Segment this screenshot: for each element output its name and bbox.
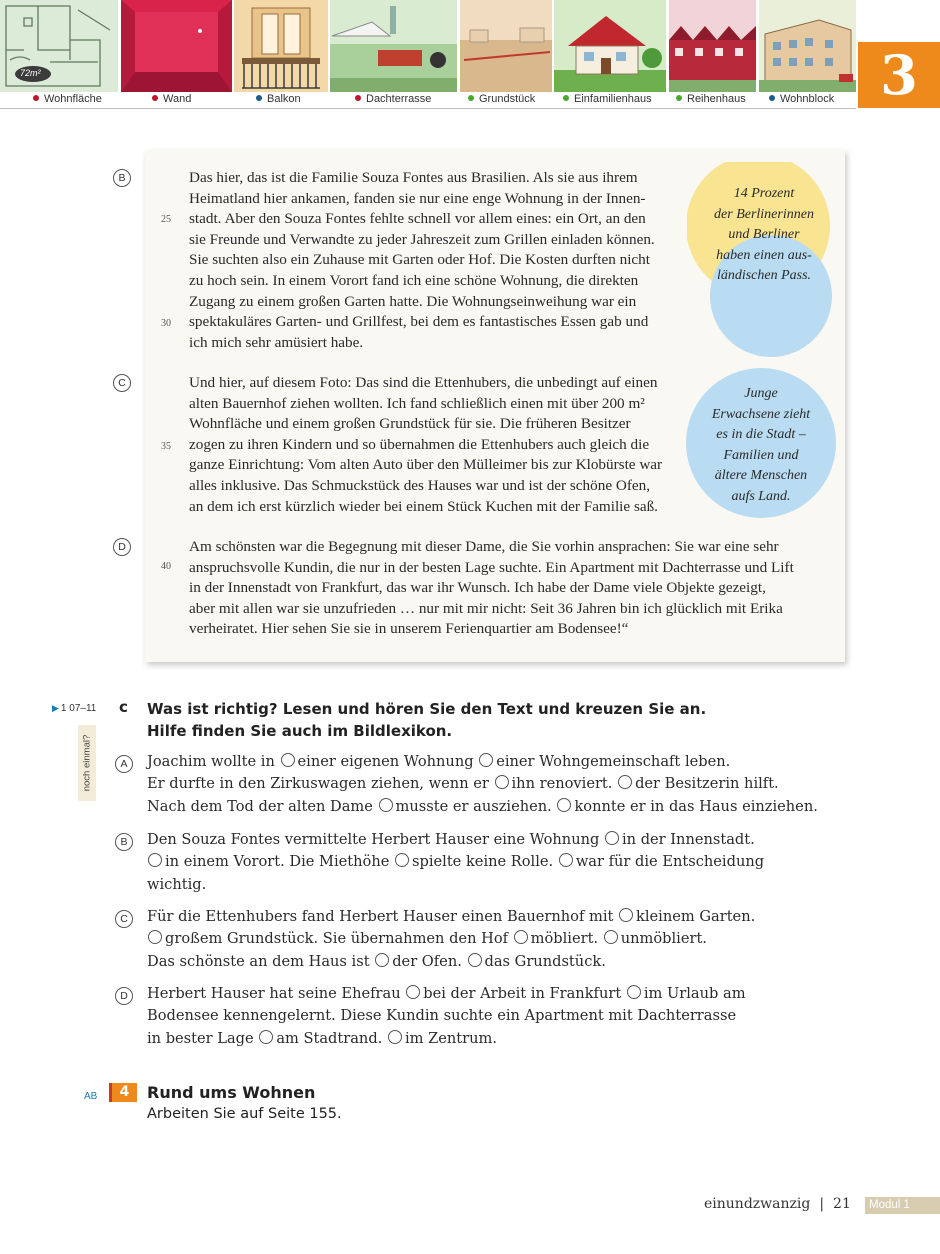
red-dot-icon [152, 95, 158, 101]
line-number: 25 [161, 214, 171, 225]
floor-plan-tag: 72m² [20, 68, 41, 78]
label-wohnflaeche: Wohnfläche [33, 93, 102, 105]
answer-checkbox[interactable] [388, 1030, 402, 1044]
exercise-item-c: Für die Ettenhubers fand Herbert Hauser einen Bauernhof mit kleinem Garten. großem Grundstück. Sie übernahmen den Hof möbliert. unmöbliert. Das schönste an dem Haus ist der Ofen. das Grundstück. [147, 908, 756, 970]
answer-checkbox[interactable] [619, 908, 633, 922]
roof-terrace-illustration [330, 0, 457, 92]
paragraph-marker-c: C [113, 374, 131, 392]
audio-track-reference[interactable]: ▶ 1 07–11 [52, 703, 97, 714]
label-dachterrasse: Dachterrasse [355, 93, 431, 105]
line-number: 40 [161, 561, 171, 572]
paragraph-d: Am schönsten war die Begegnung mit dieser Dame, die Sie vorhin ansprachen: Sie war eine sehr anspruchsvolle Kundin, die nur in der besten Lage suchte. Ein Apartment mit Dachterrasse und Lift in der Innenstadt von Frankfurt, das war ihr Wunsch. Ich habe der Dame viele Objekte gezeigt, aber mit allen war sie unzufrieden … nur mit mir nicht: Seit 36 Jahren bin ich glücklich mit Erika verheiratet. Hier sehen Sie sie in unserem Ferienquartier am Bodensee!“ [189, 538, 794, 638]
page-footer [704, 1196, 851, 1212]
info-bubble-young-adults: Junge Erwachsene zieht es in die Stadt – Familien und ältere Menschen aufs Land. [711, 386, 811, 504]
label-balkon: Balkon [256, 93, 301, 105]
label-wand: Wand [152, 93, 191, 105]
detached-house-illustration [554, 0, 666, 92]
item-marker-a: A [115, 755, 133, 773]
blue-dot-icon [769, 95, 775, 101]
answer-checkbox[interactable] [281, 753, 295, 767]
footer-separator: | [819, 1196, 825, 1212]
answer-checkbox[interactable] [379, 798, 393, 812]
page-number-word: einundzwanzig [704, 1196, 811, 1212]
section-title: Rund ums Wohnen [147, 1083, 316, 1102]
reading-text-panel [145, 150, 845, 662]
section-instruction: Arbeiten Sie auf Seite 155. [147, 1106, 342, 1122]
red-dot-icon [355, 95, 361, 101]
plot-illustration [460, 0, 552, 92]
paragraph-c: Und hier, auf diesem Foto: Das sind die Ettenhubers, die unbedingt auf einen alten Bauernhof ziehen wollten. Ich fand schließlich einen mit über 200 m² Wohnfläche und einem großen Grundstück für sie. Die früheren Besitzer zogen zu ihren Kindern und so übernahmen die Ettenhubers auch gleich die ganze Einrichtung: Vom alten Auto über den Mülleimer bis zur Klobürste war alles inklusive. Das Schmuckstück des Hauses war und ist der schöne Ofen, an dem ich erst kürzlich wieder bei einem Stück Kuchen mit der Familie saß. [189, 374, 663, 515]
blue-dot-icon [256, 95, 262, 101]
exercise-item-d: Herbert Hauser hat seine Ehefrau bei der Arbeit in Frankfurt im Urlaub am Bodensee kennengelernt. Diese Kundin suchte ein Apartment mit Dachterrasse in bester Lage am Stadtrand. im Zentrum. [147, 985, 746, 1047]
item-marker-b: B [115, 833, 133, 851]
label-einfamilienhaus: Einfamilienhaus [563, 93, 652, 105]
answer-checkbox[interactable] [514, 930, 528, 944]
red-dot-icon [33, 95, 39, 101]
picture-labels [0, 92, 856, 109]
green-dot-icon [676, 95, 682, 101]
answer-checkbox[interactable] [406, 985, 420, 999]
answer-checkbox[interactable] [148, 930, 162, 944]
wall-illustration [121, 0, 232, 92]
answer-checkbox[interactable] [495, 775, 509, 789]
answer-checkbox[interactable] [395, 853, 409, 867]
answer-checkbox[interactable] [148, 853, 162, 867]
label-reihenhaus: Reihenhaus [676, 93, 746, 105]
exercise-item-a: Joachim wollte in einer eigenen Wohnung einer Wohngemeinschaft leben. Er durfte in den Zirkuswagen ziehen, wenn er ihn renoviert. der Besitzerin hilft. Nach dem Tod der alten Dame musste er ausziehen. konnte er in das Haus einziehen. [147, 753, 818, 815]
balcony-illustration [234, 0, 328, 92]
answer-checkbox[interactable] [604, 930, 618, 944]
label-grundstueck: Grundstück [468, 93, 535, 105]
info-bubble-berlin: 14 Prozent der Berlinerinnen und Berliner haben einen aus- ländischen Pass. [714, 186, 814, 283]
exercise-item-b: Den Souza Fontes vermittelte Herbert Hauser eine Wohnung in der Innenstadt. in einem Vorort. Die Miethöhe spielte keine Rolle. war für die Entscheidung wichtig. [147, 831, 765, 893]
label-wohnblock: Wohnblock [769, 93, 834, 105]
green-dot-icon [468, 95, 474, 101]
play-icon: ▶ [52, 703, 59, 713]
answer-checkbox[interactable] [618, 775, 632, 789]
answer-checkbox[interactable] [559, 853, 573, 867]
item-marker-c: C [115, 910, 133, 928]
exercise-letter: c [119, 698, 128, 716]
answer-checkbox[interactable] [479, 753, 493, 767]
green-dot-icon [563, 95, 569, 101]
answer-checkbox[interactable] [605, 831, 619, 845]
workbook-reference[interactable]: AB [84, 1091, 98, 1102]
line-number: 30 [161, 318, 171, 329]
item-marker-d: D [115, 987, 133, 1005]
noch-einmal-tab: noch einmal? [78, 725, 96, 801]
exercise-instruction: Was ist richtig? Lesen und hören Sie den Text und kreuzen Sie an. Hilfe finden Sie auch im Bildlexikon. [147, 700, 707, 740]
answer-checkbox[interactable] [468, 953, 482, 967]
answer-checkbox[interactable] [627, 985, 641, 999]
answer-checkbox[interactable] [375, 953, 389, 967]
chapter-number: 3 [858, 42, 940, 108]
row-house-illustration [669, 0, 756, 92]
line-number: 35 [161, 441, 171, 452]
page-number: 21 [833, 1196, 851, 1212]
paragraph-marker-b: B [113, 169, 131, 187]
floor-plan-illustration [0, 0, 118, 92]
answer-checkbox[interactable] [259, 1030, 273, 1044]
paragraph-marker-d: D [113, 538, 131, 556]
module-badge: Modul 1 [865, 1197, 940, 1214]
section-number: 4 [109, 1083, 137, 1102]
paragraph-b: Das hier, das ist die Familie Souza Fontes aus Brasilien. Als sie aus ihrem Heimatland hier ankamen, fanden sie nur eine enge Wohnung in der Innen- stadt. Aber den Souza Fontes fehlte schnell vor allem eines: ein Ort, an den sie Freunde und Verwandte zu jeder Jahreszeit zum Grillen einladen können. Sie suchten also ein Zuhause mit Garten oder Hof. Die Kosten durften nicht zu hoch sein. In einem Vorort fand ich eine schöne Wohnung, die direkten Zugang zu einem großen Garten hatte. Die Wohnungseinweihung war ein spektakuläres Garten- und Grillfest, bei dem es fantastisches Essen gab und ich mich sehr amüsiert habe. [189, 169, 655, 351]
apartment-block-illustration [759, 0, 856, 92]
answer-checkbox[interactable] [557, 798, 571, 812]
